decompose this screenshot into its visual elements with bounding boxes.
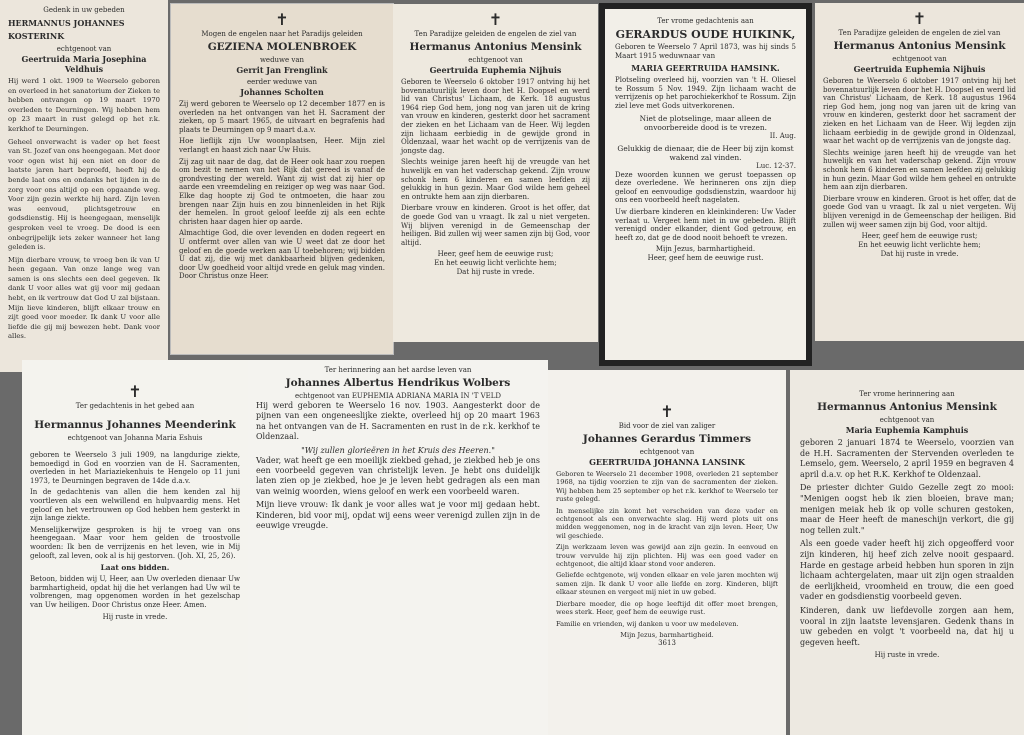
spouse-label: echtgenoot van <box>468 56 523 64</box>
card-body-3: Als een goede vader heeft hij zich opgeofferd voor zijn kinderen, hij heef zich zelve nooit gespaard. Harde en gestage arbeid hebben hun sporen in zijn lichaam achtergelaten, maar uit zijn ogen straalden de eerlijkheid, vroomheid en trouw, die een goed vader en godsdienstig voorbeeld geven. <box>800 539 1014 602</box>
memorial-card-meenderink <box>22 360 248 735</box>
card-quote: "Wij zullen glorieëren in het Kruis des Heeren." <box>301 445 495 455</box>
closing-prayer: Hij ruste in vrede. <box>874 651 940 660</box>
card-body-3: Dierbare vrouw en kinderen. Groot is het offer, dat de goede God van u vraagt. Ik zal u niet vergeten. Wij blijven verenigd in de Gemeenschap der heiligen. Bid zullen wij weer samen zijn bij God, voor altijd. <box>401 204 590 247</box>
deceased-name: GEZIENA MOLENBROEK <box>207 41 357 53</box>
deceased-name: Hermannus Antonius Mensink <box>817 401 997 413</box>
spouse-name: Geertruida Euphemia Nijhuis <box>853 64 986 74</box>
card-intro: Ter vrome gedachtenis aan <box>657 17 754 25</box>
cross-icon: ✝ <box>128 382 142 401</box>
memorial-card-timmers <box>548 370 786 735</box>
deceased-name: GERARDUS OUDE HUIKINK, <box>615 28 796 41</box>
card-body-2: Slechts weinige jaren heeft hij de vreugde van het huwelijk en van het vaderschap gekend. Zijn vrouw schonk hem 6 kinderen en samen leefden zij gelukkig in hun gezin. Maar God wilde hem geheel en ontrukte hem aan zijn dierbaren. <box>401 158 590 201</box>
card-intro: Bid voor de ziel van zaliger <box>618 422 716 430</box>
deceased-name: Hermannus Johannes Meenderink <box>34 419 236 431</box>
deceased-name: HERMANNUS JOHANNES KOSTERINK <box>8 18 125 41</box>
card-body-3: Zij zag uit naar de dag, dat de Heer ook haar zou roepen om bezit te nemen van het Rijk dat gereed is vanaf de grondvesting der wereld. Want zij wist dat zij hier op aarde een vreemdeling en reiziger op weg was naar God. Elke dag hoopte zij God te ontmoeten, die haar zou brengen naar Zijn huis en zou binnenleiden in het Rijk der hemelen. In groot geloof leefde zij als een echte christen haar dagen hier op aarde. <box>179 157 385 226</box>
memorial-card-mensink-nijhuis-1 <box>393 4 598 342</box>
cross-icon: ✝ <box>275 10 289 29</box>
cross-icon: ✝ <box>660 402 674 421</box>
card-body-2: In menselijke zin komt het verscheiden van deze vader en echtgenoot als een onverwachte slag. Hij werd plots uit ons midden weggenomen, nog in de kracht van zijn leven. Heer, Uw wil geschiede. <box>556 506 778 540</box>
card-body-3: Zijn werkzaam leven was gewijd aan zijn gezin. In eenvoud en trouw vervulde hij zijn plichten. Hij was een goed vader en echtgenoot, die altijd klaar stond voor anderen. <box>556 543 778 569</box>
widow-label: weduwe van <box>259 56 305 64</box>
card-body-3: Menselijkerwijze gesproken is hij te vroeg van ons heengegaan. Maar voor hem gelden de troostvolle woorden: Ik ben de verrijzenis en het leven, wie in Mij gelooft, zal leven, ook al is hij gestorven. (Joh. XI, 25, 26). <box>30 525 240 560</box>
deceased-name: Hermanus Antonius Mensink <box>409 41 582 53</box>
spouse-name: MARIA GEERTRUIDA HAMSINK. <box>631 63 780 74</box>
card-body-1: Geboren te Weerselo 7 April 1873, was hij sinds 5 Maart 1915 weduwnaar van <box>615 43 796 60</box>
spouse-name: GEERTRUIDA JOHANNA LANSINK <box>589 457 745 467</box>
card-body-4: Kinderen, dank uw liefdevolle zorgen aan hem, vooral in zijn laatste levensjaren. Gedenk thans in uw gebeden en volgt 't voorbeeld na, dat hij u gegeven heeft. <box>800 605 1014 647</box>
spouse-name: Geertruida Euphemia Nijhuis <box>429 65 562 75</box>
card-body-1: Geboren te Weerselo 6 oktober 1917 ontving hij het bovennatuurlijk leven door het H. Doopsel en werd lid van Christus' Lichaam, de Kerk. 18 augustus 1964 riep God hem, jong nog van jaren uit de kring van vrouw en kinderen, gesterkt door het sacrament der zieken en het Lichaam van de Heer. Wij legden zijn lichaam eerbiedig in de gewijde grond in Oldenzaal, waar het wacht op de verrijzenis van de jongste dag. <box>823 77 1016 146</box>
quote-1: Niet de plotselinge, maar alleen de onvoorbereide dood is te vrezen. <box>639 113 772 132</box>
closing-prayer: Mijn Jezus, barmhartigheid. Heer, geef hem de eeuwige rust. <box>647 245 764 263</box>
spouse-name: Maria Euphemia Kamphuis <box>845 425 969 435</box>
closing-prayer: Heer, geef hem de eeuwige rust; En het eeuwig licht verlichte hem; Dat hij ruste in vrede. <box>858 232 981 259</box>
card-intro: Ter herinnering aan het aardse leven van <box>324 366 472 374</box>
memorial-card-mensink-nijhuis-2 <box>815 3 1024 341</box>
card-body-5: Dierbare moeder, die op hoge leeftijd dit offer moet brengen, wees sterk. Heer, geef hem de eeuwige rust. <box>556 599 778 617</box>
card-intro: Ten Paradijze geleiden de engelen de ziel van <box>414 30 577 38</box>
signature-line: Mijn Jezus, barmhartigheid. <box>620 630 714 639</box>
card-body-4: Geliefde echtgenote, wij vonden elkaar en vele jaren mochten wij samen zijn. Ik dank U voor alle liefde en zorg. Kinderen, blijft elkaar steunen en vergeet mij niet in uw gebed. <box>556 571 778 597</box>
card-body-2: Geheel onverwacht is vader op het feest van St. Jozef van ons heengegaan. Met door voor ogen wist hij een niet en door de laatste jaren hart beproefd, heeft hij de bende laat ons en ondanks het lijden in de zorg voor ons altijd op een opgaande weg. Voor zijn gezin werkte hij hard. Zijn leven was eenvoud, plichtsgetrouw en godsdienstig. Hij is heengegaan, menselijk gesproken veel te vroeg. De dood is een onbegrijpelijk iets zeker wanneer het lang geleden is. <box>8 137 160 252</box>
cross-icon: ✝ <box>912 9 927 28</box>
spouse-label: echtgenoot van <box>56 45 112 53</box>
card-body-3: Deze woorden kunnen we gerust toepassen op deze overledene. We herinneren ons zijn diep geloof en eenvoudige godsdienstzin, waardoor hij ons een voorbeeld heeft nagelaten. <box>615 170 796 205</box>
card-heading: Gedenk in uw gebeden <box>43 6 125 14</box>
card-intro: Mogen de engelen naar het Paradijs geleiden <box>201 30 363 38</box>
memorial-card-oude-huikink <box>599 3 812 366</box>
card-body-1: geboren te Weerselo 3 juli 1909, na langdurige ziekte, bemoedigd in God en voorzien van de H. Sacramenten, overleden in het Mariaziekenhuis te Hengelo op 11 juni 1973, te Deurningen begraven de 14de d.a.v. <box>30 451 240 485</box>
card-body-3: Mijn lieve vrouw: Ik dank je voor alles wat je voor mij gedaan hebt. Kinderen, bid voor mij, opdat wij eens weer verenigd zullen zijn in de eeuwige vreugde. <box>256 500 540 531</box>
prayer-heading: Laat ons bidden. <box>100 563 170 573</box>
spouse-line: echtgenoot van Johanna Maria Eshuis <box>67 434 203 442</box>
memorial-card-mensink-kamphuis <box>790 370 1024 735</box>
deceased-name: Johannes Gerardus Timmers <box>582 433 752 445</box>
memorial-card-molenbroek <box>170 3 394 355</box>
card-intro: Ter vrome herinnering aan <box>859 390 955 398</box>
spouse-label: echtgenoot van <box>639 448 695 456</box>
card-body-2: Vader, wat heeft ge een moeilijk ziekbed gehad, je ziekbed heb je ons een voorbeeld gegeven van christelijk leven. Je hebt ons duidelijk laten zien op je ziekbed, hoe je je leven hebt gedragen als een man van weinig woorden, wiens geloof en werk een voorbeeld waren. <box>256 455 540 496</box>
card-body-2: De priester dichter Guido Gezelle zegt zo mooi: "Menigen oogst heb ik zien bloeien, brave man; menigen meiak heb ik op volle schuren gestoken, maar de Heer heeft de maneschijn verkort, die gij nog tellen zult." <box>800 483 1014 535</box>
quote-2: Gelukkig de dienaar, die de Heer bij zijn komst wakend zal vinden. <box>617 143 794 162</box>
card-body-1: Geboren te Weerselo 6 oktober 1917 ontving hij het bovennatuurlijk leven door het H. Doopsel en werd lid van Christus' Lichaam, de Kerk. 18 augustus 1964 riep God hem, jong nog van jaren uit de kring van vrouw en kinderen, gesterkt door het sacrament der zieken en het Lichaam van de Heer. Wij legden zijn lichaam eerbiedig in de gewijde grond in Oldenzaal, waar het wacht op de verrijzenis van de jongste dag. <box>401 78 590 155</box>
card-body-1: Hij werd geboren te Weerselo 16 nov. 1903. Aangesterkt door de pijnen van een ongeneeslijke ziekte, overleed hij op 20 maart 1963 na het ontvangen van de H. Sacramenten en rust in de r.k. kerkhof te Oldenzaal. <box>256 401 540 442</box>
spouse-name: Geertruida Maria Josephina Veldhuis <box>21 54 147 74</box>
earlier-widow-of-name: Johannes Scholten <box>240 87 324 97</box>
deceased-name: Hermanus Antonius Mensink <box>833 40 1006 52</box>
cross-icon: ✝ <box>488 10 503 29</box>
card-body-4: Uw dierbare kinderen en kleinkinderen: Uw Vader verlaat u. Vergeet hem niet in uw gebeden. Blijft verenigd onder elkander, dient God getrouw, en heeft zo, dat ge de dood nooit behoeft te vrezen. <box>615 207 796 242</box>
card-body-1: geboren 2 januari 1874 te Weerselo, voorzien van de H.H. Sacramenten der Stervenden overleden te Lemselo, gem. Weerselo, 2 april 1959 en begraven 4 april d.a.v. op het R.K. Kerkhof te Oldenzaal. <box>800 438 1014 479</box>
card-body-2: Slechts weinige jaren heeft hij de vreugde van het huwelijk en van het vaderschap gekend. Zijn vrouw schonk hem 6 kinderen en samen leefden zij gelukkig in hun gezin. Maar God wilde hem geheel en ontrukte hem aan zijn dierbaren. <box>823 148 1016 192</box>
card-body-1: Geboren te Weerselo 21 december 1908, overleden 21 september 1968, na tijdig voorzien te zijn van de sacramenten der zieken. Wij hebben hem 25 september op het r.k. kerkhof te Weerselo ter ruste gelegd. <box>556 470 778 504</box>
card-body-1: Zij werd geboren te Weerselo op 12 december 1877 en is overleden na het ontvangen van het H. Sacrament der zieken, op 5 maart 1965, de uitvaart en begrafenis had plaats te Deurningen op 9 maart d.a.v. <box>179 100 385 134</box>
spouse-label: echtgenoot van <box>879 416 935 424</box>
card-body-2: Hoe lieflijk zijn Uw woonplaatsen, Heer. Mijn ziel verlangt en haast zich naar Uw Huis. <box>179 137 385 154</box>
card-intro: Ter gedachtenis in het gebed aan <box>75 402 195 410</box>
closing-prayer: Heer, geef hem de eeuwige rust; En het eeuwig licht verlichte hem; Dat hij ruste in vrede. <box>434 250 557 277</box>
card-intro: Ten Paradijze geleiden de engelen de ziel van <box>838 29 1001 37</box>
memorial-card-wolbers <box>248 360 548 735</box>
quote-1-reference: II. Aug. <box>769 131 796 140</box>
card-body-1: Hij werd 1 okt. 1909 te Weerselo geboren en overleed in het sanatorium der Zieken te hebben ontvangen op 19 maart 1970 overleden te Deurningen. Wij hebben hem op 23 maart in rust gelegd op het r.k. kerkhof te Deurningen. <box>8 77 160 133</box>
deceased-name: Johannes Albertus Hendrikus Wolbers <box>285 377 511 389</box>
memorial-card-kosterink <box>0 0 168 372</box>
card-body-4: Almachtige God, die over levenden en doden regeert en U ontfermt over allen van wie U weet dat ze door het geloof en de goede werken aan U toebehoren; wij bidden U dat zij, die wij met dankbaarheid blijven gedenken, door Uw goedheid voor altijd vrede en geluk mag vinden. Door Christus onze Heer. <box>179 229 385 281</box>
card-body-3: Mijn dierbare vrouw, te vroeg ben ik van U heen gegaan. Van onze lange weg van samen is ons slechts een deel gegeven. Ik dank U voor alles wat gij voor mij gedaan hebt, en ik vertrouw dat God U zal bijstaan. Mijn lieve kinderen, blijft elkaar trouw en zijt goed voor moeder. Ik dank U voor alle liefde die gij mij bewezen hebt. Dank voor alles. <box>8 255 160 341</box>
widow-of-name: Gerrit Jan Frenglink <box>236 65 328 75</box>
closing-prayer: Hij ruste in vrede. <box>102 612 168 621</box>
quote-2-reference: Luc. 12-37. <box>756 161 796 170</box>
page-number: 3613 <box>658 638 676 647</box>
card-body-4: Betoon, bidden wij U, Heer, aan Uw overleden dienaar Uw barmhartigheid, opdat hij die het verlangen had Uw wil te volbrengen, mag opgenomen worden in het gezelschap van Uw heiligen. Door Christus onze Heer. Amen. <box>30 575 240 609</box>
spouse-line: echtgenoot van EUPHEMIA ADRIANA MARIA IN 'T VELD <box>294 392 502 400</box>
spouse-label: echtgenoot van <box>892 55 947 63</box>
card-body-2: Plotseling overleed hij, voorzien van 't H. Oliesel te Rossum 5 Nov. 1949. Zijn lichaam wacht de verrijzenis op het parochiekerkhof te Rossum. Zijn ziel leve met Gods uitverkorenen. <box>615 76 796 110</box>
card-body-2: In de gedachtenis van allen die hem kenden zal hij voortleven als een welwillend en hulpvaardig mens. Het geloof en het vertrouwen op God hebben hem gesterkt in zijn lange ziekte. <box>30 488 240 523</box>
earlier-widow-label: eerder weduwe van <box>247 78 317 86</box>
card-body-6: Familie en vrienden, wij danken u voor uw medeleven. <box>556 619 739 628</box>
card-body-3: Dierbare vrouw en kinderen. Groot is het offer, dat de goede God van u vraagt. Ik zal u niet vergeten. Wij blijven verenigd in de Gemeenschap der heiligen. Bid zullen wij weer samen zijn bij God, voor altijd. <box>823 194 1016 229</box>
